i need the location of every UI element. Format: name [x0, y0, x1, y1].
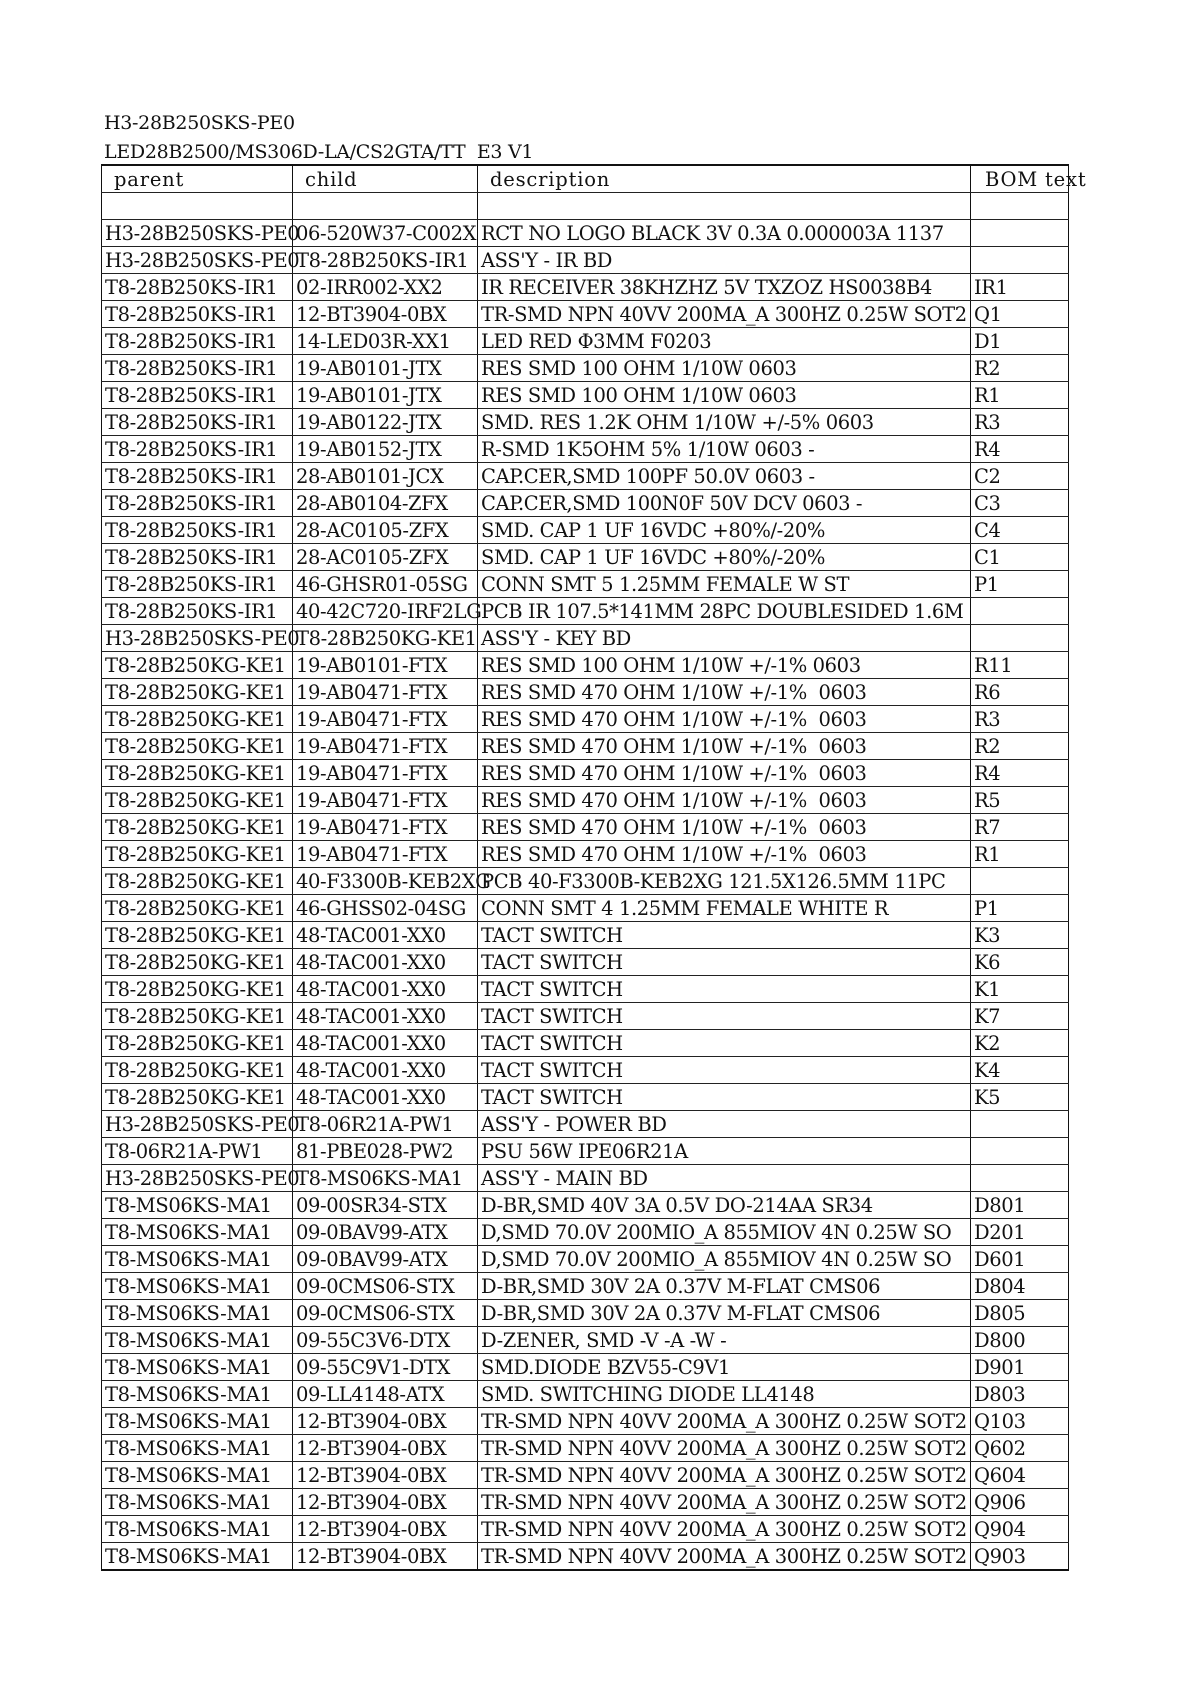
- cell-description: RES SMD 470 OHM 1/10W +/-1% 0603: [478, 706, 971, 733]
- cell-bom-text: D804: [971, 1273, 1069, 1300]
- cell-description: RES SMD 100 OHM 1/10W 0603: [478, 355, 971, 382]
- cell-child: 40-F3300B-KEB2XG: [293, 868, 478, 895]
- cell-child: 48-TAC001-XX0: [293, 922, 478, 949]
- cell-parent: T8-28B250KS-IR1: [102, 544, 293, 571]
- cell-parent: T8-28B250KG-KE1: [102, 1084, 293, 1111]
- table-row: [102, 1003, 1069, 1030]
- table-row: [102, 1111, 1069, 1138]
- cell-description: CAP.CER,SMD 100N0F 50V DCV 0603 -: [478, 490, 971, 517]
- cell-bom-text: R6: [971, 679, 1069, 706]
- cell-description: R-SMD 1K5OHM 5% 1/10W 0603 -: [478, 436, 971, 463]
- table-row: [102, 1543, 1069, 1571]
- cell-bom-text: [971, 1111, 1069, 1138]
- cell-parent: T8-28B250KG-KE1: [102, 706, 293, 733]
- table-row: [102, 922, 1069, 949]
- cell-description: SMD. CAP 1 UF 16VDC +80%/-20%: [478, 544, 971, 571]
- cell-bom-text: K6: [971, 949, 1069, 976]
- cell-parent: T8-28B250KG-KE1: [102, 922, 293, 949]
- cell-child: 19-AB0471-FTX: [293, 841, 478, 868]
- cell-child: 46-GHSR01-05SG: [293, 571, 478, 598]
- cell-bom-text: D803: [971, 1381, 1069, 1408]
- cell-bom-text: Q903: [971, 1543, 1069, 1571]
- cell-child: 28-AC0105-ZFX: [293, 544, 478, 571]
- cell-bom-text: P1: [971, 895, 1069, 922]
- cell-description: TACT SWITCH: [478, 922, 971, 949]
- cell-parent: T8-MS06KS-MA1: [102, 1489, 293, 1516]
- cell-child: 81-PBE028-PW2: [293, 1138, 478, 1165]
- cell-description: D,SMD 70.0V 200MIO_A 855MIOV 4N 0.25W SO: [478, 1219, 971, 1246]
- table-row: [102, 652, 1069, 679]
- cell-bom-text: D201: [971, 1219, 1069, 1246]
- cell-description: TACT SWITCH: [478, 976, 971, 1003]
- cell-description: [478, 193, 971, 220]
- cell-parent: T8-MS06KS-MA1: [102, 1381, 293, 1408]
- cell-child: 14-LED03R-XX1: [293, 328, 478, 355]
- bom-table-header: [102, 165, 1087, 193]
- cell-description: D-ZENER, SMD -V -A -W -: [478, 1327, 971, 1354]
- cell-bom-text: K1: [971, 976, 1069, 1003]
- header-parent: parent: [102, 165, 293, 193]
- cell-bom-text: K4: [971, 1057, 1069, 1084]
- cell-parent: T8-28B250KG-KE1: [102, 895, 293, 922]
- cell-child: 48-TAC001-XX0: [293, 1084, 478, 1111]
- cell-bom-text: C2: [971, 463, 1069, 490]
- cell-child: 28-AC0105-ZFX: [293, 517, 478, 544]
- cell-child: 12-BT3904-0BX: [293, 1462, 478, 1489]
- table-row: [102, 1408, 1069, 1435]
- cell-child: 09-0BAV99-ATX: [293, 1219, 478, 1246]
- cell-parent: T8-28B250KS-IR1: [102, 517, 293, 544]
- cell-bom-text: D801: [971, 1192, 1069, 1219]
- cell-child: 12-BT3904-0BX: [293, 1543, 478, 1571]
- header-row: [102, 165, 1069, 193]
- table-row: [102, 733, 1069, 760]
- cell-description: CAP.CER,SMD 100PF 50.0V 0603 -: [478, 463, 971, 490]
- cell-child: T8-06R21A-PW1: [293, 1111, 478, 1138]
- cell-description: ASS'Y - IR BD: [478, 247, 971, 274]
- cell-bom-text: R11: [971, 652, 1069, 679]
- cell-parent: H3-28B250SKS-PE0: [102, 247, 293, 274]
- cell-description: ASS'Y - POWER BD: [478, 1111, 971, 1138]
- cell-parent: T8-28B250KG-KE1: [102, 841, 293, 868]
- cell-bom-text: D901: [971, 1354, 1069, 1381]
- cell-description: D-BR,SMD 30V 2A 0.37V M-FLAT CMS06: [478, 1273, 971, 1300]
- table-row: [102, 949, 1069, 976]
- cell-parent: T8-MS06KS-MA1: [102, 1246, 293, 1273]
- cell-description: RCT NO LOGO BLACK 3V 0.3A 0.000003A 1137: [478, 220, 971, 247]
- cell-description: PCB IR 107.5*141MM 28PC DOUBLESIDED 1.6M: [478, 598, 971, 625]
- cell-parent: T8-28B250KS-IR1: [102, 409, 293, 436]
- cell-parent: T8-MS06KS-MA1: [102, 1327, 293, 1354]
- cell-child: 48-TAC001-XX0: [293, 949, 478, 976]
- cell-parent: T8-28B250KS-IR1: [102, 328, 293, 355]
- table-row: [102, 895, 1069, 922]
- cell-description: ASS'Y - MAIN BD: [478, 1165, 971, 1192]
- cell-description: PCB 40-F3300B-KEB2XG 121.5X126.5MM 11PC: [478, 868, 971, 895]
- cell-parent: H3-28B250SKS-PE0: [102, 220, 293, 247]
- cell-parent: T8-MS06KS-MA1: [102, 1219, 293, 1246]
- cell-bom-text: [971, 193, 1069, 220]
- cell-bom-text: P1: [971, 571, 1069, 598]
- cell-child: 48-TAC001-XX0: [293, 1030, 478, 1057]
- cell-child: 19-AB0122-JTX: [293, 409, 478, 436]
- cell-child: 09-0CMS06-STX: [293, 1273, 478, 1300]
- cell-parent: [102, 193, 293, 220]
- cell-child: T8-28B250KS-IR1: [293, 247, 478, 274]
- cell-parent: T8-28B250KG-KE1: [102, 1030, 293, 1057]
- cell-description: RES SMD 470 OHM 1/10W +/-1% 0603: [478, 679, 971, 706]
- cell-description: PSU 56W IPE06R21A: [478, 1138, 971, 1165]
- bom-table-body: [102, 193, 1069, 1571]
- cell-child: 12-BT3904-0BX: [293, 1435, 478, 1462]
- cell-bom-text: R4: [971, 436, 1069, 463]
- cell-description: IR RECEIVER 38KHZHZ 5V TXZOZ HS0038B4: [478, 274, 971, 301]
- cell-description: CONN SMT 4 1.25MM FEMALE WHITE R: [478, 895, 971, 922]
- cell-description: ASS'Y - KEY BD: [478, 625, 971, 652]
- cell-child: 19-AB0471-FTX: [293, 760, 478, 787]
- cell-parent: H3-28B250SKS-PE0: [102, 625, 293, 652]
- table-row: [102, 571, 1069, 598]
- cell-bom-text: Q103: [971, 1408, 1069, 1435]
- table-row: [102, 1273, 1069, 1300]
- cell-child: 09-55C3V6-DTX: [293, 1327, 478, 1354]
- cell-parent: T8-28B250KS-IR1: [102, 436, 293, 463]
- cell-parent: T8-MS06KS-MA1: [102, 1462, 293, 1489]
- cell-bom-text: R5: [971, 787, 1069, 814]
- table-row: [102, 1516, 1069, 1543]
- cell-parent: T8-28B250KG-KE1: [102, 976, 293, 1003]
- cell-bom-text: D800: [971, 1327, 1069, 1354]
- cell-description: RES SMD 470 OHM 1/10W +/-1% 0603: [478, 814, 971, 841]
- table-row: [102, 355, 1069, 382]
- table-row: [102, 976, 1069, 1003]
- table-row: [102, 1057, 1069, 1084]
- cell-bom-text: Q604: [971, 1462, 1069, 1489]
- cell-parent: T8-28B250KS-IR1: [102, 490, 293, 517]
- cell-description: RES SMD 100 OHM 1/10W 0603: [478, 382, 971, 409]
- table-row: [102, 193, 1069, 220]
- cell-bom-text: R7: [971, 814, 1069, 841]
- cell-description: RES SMD 470 OHM 1/10W +/-1% 0603: [478, 787, 971, 814]
- cell-child: 28-AB0104-ZFX: [293, 490, 478, 517]
- table-row: [102, 1219, 1069, 1246]
- cell-parent: T8-28B250KG-KE1: [102, 652, 293, 679]
- cell-parent: T8-28B250KG-KE1: [102, 949, 293, 976]
- cell-description: SMD.DIODE BZV55-C9V1: [478, 1354, 971, 1381]
- cell-parent: T8-28B250KS-IR1: [102, 355, 293, 382]
- cell-description: TACT SWITCH: [478, 1030, 971, 1057]
- cell-description: D-BR,SMD 30V 2A 0.37V M-FLAT CMS06: [478, 1300, 971, 1327]
- cell-child: 19-AB0152-JTX: [293, 436, 478, 463]
- cell-parent: T8-MS06KS-MA1: [102, 1300, 293, 1327]
- cell-bom-text: [971, 1138, 1069, 1165]
- table-row: [102, 409, 1069, 436]
- cell-parent: T8-MS06KS-MA1: [102, 1516, 293, 1543]
- cell-bom-text: R3: [971, 706, 1069, 733]
- table-row: [102, 544, 1069, 571]
- cell-parent: T8-MS06KS-MA1: [102, 1435, 293, 1462]
- cell-child: 09-0CMS06-STX: [293, 1300, 478, 1327]
- cell-bom-text: [971, 598, 1069, 625]
- cell-bom-text: [971, 247, 1069, 274]
- cell-child: 06-520W37-C002X: [293, 220, 478, 247]
- cell-parent: T8-28B250KS-IR1: [102, 274, 293, 301]
- cell-bom-text: K5: [971, 1084, 1069, 1111]
- cell-bom-text: D1: [971, 328, 1069, 355]
- cell-parent: T8-28B250KS-IR1: [102, 382, 293, 409]
- cell-child: 19-AB0101-JTX: [293, 355, 478, 382]
- table-row: [102, 1489, 1069, 1516]
- cell-child: 28-AB0101-JCX: [293, 463, 478, 490]
- cell-parent: T8-06R21A-PW1: [102, 1138, 293, 1165]
- cell-description: CONN SMT 5 1.25MM FEMALE W ST: [478, 571, 971, 598]
- cell-parent: T8-28B250KS-IR1: [102, 463, 293, 490]
- cell-bom-text: IR1: [971, 274, 1069, 301]
- cell-description: D,SMD 70.0V 200MIO_A 855MIOV 4N 0.25W SO: [478, 1246, 971, 1273]
- table-row: [102, 679, 1069, 706]
- cell-bom-text: R1: [971, 382, 1069, 409]
- cell-parent: T8-28B250KG-KE1: [102, 1057, 293, 1084]
- cell-child: 19-AB0101-FTX: [293, 652, 478, 679]
- table-row: [102, 1165, 1069, 1192]
- cell-description: SMD. CAP 1 UF 16VDC +80%/-20%: [478, 517, 971, 544]
- cell-bom-text: R3: [971, 409, 1069, 436]
- bom-table: [101, 164, 1087, 1571]
- cell-parent: T8-28B250KG-KE1: [102, 787, 293, 814]
- header-bom-text: BOM text: [971, 165, 1069, 193]
- cell-parent: T8-28B250KG-KE1: [102, 868, 293, 895]
- table-row: [102, 517, 1069, 544]
- cell-child: 02-IRR002-XX2: [293, 274, 478, 301]
- cell-parent: T8-28B250KG-KE1: [102, 760, 293, 787]
- cell-bom-text: [971, 868, 1069, 895]
- cell-bom-text: R2: [971, 733, 1069, 760]
- cell-child: 48-TAC001-XX0: [293, 1003, 478, 1030]
- cell-child: 19-AB0471-FTX: [293, 706, 478, 733]
- table-row: [102, 706, 1069, 733]
- table-row: [102, 1327, 1069, 1354]
- cell-parent: T8-28B250KG-KE1: [102, 1003, 293, 1030]
- cell-bom-text: C1: [971, 544, 1069, 571]
- cell-parent: T8-28B250KS-IR1: [102, 571, 293, 598]
- cell-bom-text: [971, 1165, 1069, 1192]
- cell-bom-text: Q602: [971, 1435, 1069, 1462]
- cell-child: 09-LL4148-ATX: [293, 1381, 478, 1408]
- cell-description: TR-SMD NPN 40VV 200MA_A 300HZ 0.25W SOT2: [478, 301, 971, 328]
- table-row: [102, 463, 1069, 490]
- cell-bom-text: R4: [971, 760, 1069, 787]
- cell-child: 19-AB0471-FTX: [293, 679, 478, 706]
- cell-bom-text: R2: [971, 355, 1069, 382]
- cell-child: 09-0BAV99-ATX: [293, 1246, 478, 1273]
- cell-parent: T8-28B250KG-KE1: [102, 733, 293, 760]
- table-row: [102, 1084, 1069, 1111]
- table-row: [102, 1246, 1069, 1273]
- table-row: [102, 436, 1069, 463]
- cell-bom-text: C3: [971, 490, 1069, 517]
- cell-child: 12-BT3904-0BX: [293, 301, 478, 328]
- cell-parent: T8-28B250KS-IR1: [102, 598, 293, 625]
- cell-parent: T8-28B250KG-KE1: [102, 679, 293, 706]
- table-row: [102, 598, 1069, 625]
- cell-child: 40-42C720-IRF2LG: [293, 598, 478, 625]
- cell-description: TR-SMD NPN 40VV 200MA_A 300HZ 0.25W SOT2: [478, 1516, 971, 1543]
- table-row: [102, 274, 1069, 301]
- cell-bom-text: [971, 220, 1069, 247]
- cell-description: TR-SMD NPN 40VV 200MA_A 300HZ 0.25W SOT2: [478, 1489, 971, 1516]
- cell-child: 19-AB0471-FTX: [293, 733, 478, 760]
- cell-description: RES SMD 470 OHM 1/10W +/-1% 0603: [478, 733, 971, 760]
- table-row: [102, 1300, 1069, 1327]
- cell-description: RES SMD 470 OHM 1/10W +/-1% 0603: [478, 841, 971, 868]
- cell-bom-text: D601: [971, 1246, 1069, 1273]
- cell-child: 19-AB0101-JTX: [293, 382, 478, 409]
- cell-bom-text: Q1: [971, 301, 1069, 328]
- cell-child: 19-AB0471-FTX: [293, 814, 478, 841]
- cell-parent: T8-MS06KS-MA1: [102, 1408, 293, 1435]
- table-row: [102, 814, 1069, 841]
- table-row: [102, 787, 1069, 814]
- cell-child: 48-TAC001-XX0: [293, 1057, 478, 1084]
- cell-child: 46-GHSS02-04SG: [293, 895, 478, 922]
- cell-parent: H3-28B250SKS-PE0: [102, 1165, 293, 1192]
- cell-description: TR-SMD NPN 40VV 200MA_A 300HZ 0.25W SOT2: [478, 1408, 971, 1435]
- cell-description: TR-SMD NPN 40VV 200MA_A 300HZ 0.25W SOT2: [478, 1435, 971, 1462]
- cell-description: TACT SWITCH: [478, 1057, 971, 1084]
- cell-child: 48-TAC001-XX0: [293, 976, 478, 1003]
- table-row: [102, 1354, 1069, 1381]
- cell-description: RES SMD 100 OHM 1/10W +/-1% 0603: [478, 652, 971, 679]
- table-row: [102, 1462, 1069, 1489]
- cell-bom-text: R1: [971, 841, 1069, 868]
- cell-bom-text: Q904: [971, 1516, 1069, 1543]
- table-row: [102, 1435, 1069, 1462]
- cell-bom-text: K2: [971, 1030, 1069, 1057]
- cell-description: SMD. RES 1.2K OHM 1/10W +/-5% 0603: [478, 409, 971, 436]
- cell-bom-text: Q906: [971, 1489, 1069, 1516]
- cell-child: T8-28B250KG-KE1: [293, 625, 478, 652]
- header-description: description: [478, 165, 971, 193]
- table-row: [102, 868, 1069, 895]
- cell-description: LED RED Φ3MM F0203: [478, 328, 971, 355]
- cell-parent: T8-MS06KS-MA1: [102, 1543, 293, 1571]
- cell-description: TR-SMD NPN 40VV 200MA_A 300HZ 0.25W SOT2: [478, 1543, 971, 1571]
- table-row: [102, 382, 1069, 409]
- document-subtitle: LED28B2500/MS306D-LA/CS2GTA/TT E3 V1: [104, 141, 534, 163]
- table-row: [102, 841, 1069, 868]
- cell-bom-text: [971, 625, 1069, 652]
- cell-description: TACT SWITCH: [478, 1084, 971, 1111]
- cell-description: RES SMD 470 OHM 1/10W +/-1% 0603: [478, 760, 971, 787]
- cell-child: 09-00SR34-STX: [293, 1192, 478, 1219]
- cell-description: TACT SWITCH: [478, 1003, 971, 1030]
- cell-child: T8-MS06KS-MA1: [293, 1165, 478, 1192]
- cell-child: 12-BT3904-0BX: [293, 1489, 478, 1516]
- table-row: [102, 1030, 1069, 1057]
- table-row: [102, 1192, 1069, 1219]
- cell-bom-text: D805: [971, 1300, 1069, 1327]
- cell-parent: T8-MS06KS-MA1: [102, 1273, 293, 1300]
- cell-child: 19-AB0471-FTX: [293, 787, 478, 814]
- cell-description: D-BR,SMD 40V 3A 0.5V DO-214AA SR34: [478, 1192, 971, 1219]
- cell-description: TR-SMD NPN 40VV 200MA_A 300HZ 0.25W SOT2: [478, 1462, 971, 1489]
- cell-bom-text: K3: [971, 922, 1069, 949]
- table-row: [102, 760, 1069, 787]
- table-row: [102, 1138, 1069, 1165]
- cell-parent: H3-28B250SKS-PE0: [102, 1111, 293, 1138]
- document-title: H3-28B250SKS-PE0: [104, 112, 295, 134]
- table-row: [102, 247, 1069, 274]
- cell-child: [293, 193, 478, 220]
- table-row: [102, 490, 1069, 517]
- cell-description: TACT SWITCH: [478, 949, 971, 976]
- cell-child: 12-BT3904-0BX: [293, 1516, 478, 1543]
- cell-parent: T8-28B250KG-KE1: [102, 814, 293, 841]
- header-child: child: [293, 165, 478, 193]
- cell-parent: T8-MS06KS-MA1: [102, 1192, 293, 1219]
- cell-description: SMD. SWITCHING DIODE LL4148: [478, 1381, 971, 1408]
- table-row: [102, 301, 1069, 328]
- cell-bom-text: K7: [971, 1003, 1069, 1030]
- cell-parent: T8-MS06KS-MA1: [102, 1354, 293, 1381]
- cell-child: 09-55C9V1-DTX: [293, 1354, 478, 1381]
- cell-parent: T8-28B250KS-IR1: [102, 301, 293, 328]
- table-row: [102, 328, 1069, 355]
- table-row: [102, 1381, 1069, 1408]
- cell-child: 12-BT3904-0BX: [293, 1408, 478, 1435]
- cell-bom-text: C4: [971, 517, 1069, 544]
- table-row: [102, 625, 1069, 652]
- table-row: [102, 220, 1069, 247]
